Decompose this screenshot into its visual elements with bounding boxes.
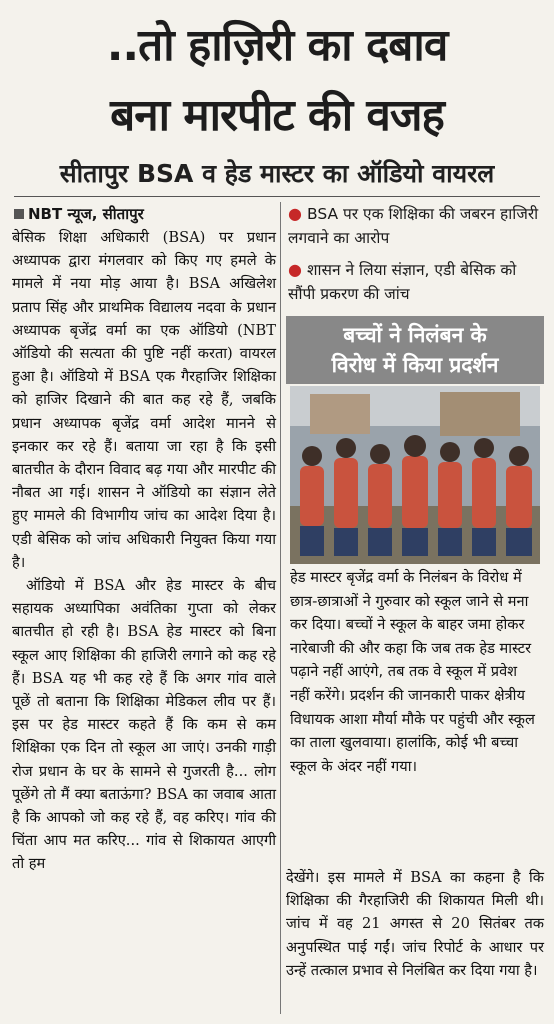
box-heading (286, 316, 544, 384)
highlight-text: शासन ने लिया संज्ञान, एडी बेसिक को सौंपी प्रकरण की जांच (288, 261, 517, 303)
divider (14, 196, 540, 197)
box-heading-line-2: विरोध में किया प्रदर्शन (331, 353, 499, 377)
highlight-2 (288, 258, 544, 306)
byline (14, 204, 144, 224)
bullet-icon: ● (288, 260, 302, 279)
paragraph-2: ऑडियो में BSA और हेड मास्टर के बीच सहायक अध्यापिका अवंतिका गुप्ता को लेकर बातचीत हो रही है। BSA हेड मास्टर को बिना स्कूल आए शिक्षिका की हाजिरी लगाने को कह रहे हैं। BSA यह भी कह रहे हैं कि अगर गांव वाले पूछें तो बताना कि शिक्षिका मेडिकल लीव पर हैं। इस पर हेड मास्टर कहते हैं कि कम से कम शिक्षिका एक दिन तो स्कूल आ जाएं। उनकी गाड़ी रोज प्रधान के घर के सामने से गुजरती है... लोग पूछेंगे तो मैं क्या बताऊंगा? BSA का जवाब आता है कि आपको जो कह रहे हैं, वह करिए। गांव की चिंता आप मत करिए... गांव से शिकायत आएगी तो हम (12, 577, 276, 873)
subheadline: सीतापुर BSA व हेड मास्टर का ऑडियो वायरल (59, 159, 495, 188)
square-marker-icon (14, 209, 24, 219)
protest-photo (290, 386, 540, 564)
headline-line-2: बना मारपीट की वजह (110, 90, 444, 141)
highlight-text: BSA पर एक शिक्षिका की जबरन हाजिरी लगवाने का आरोप (288, 205, 539, 247)
photo-caption: हेड मास्टर बृजेंद्र वर्मा के निलंबन के विरोध में छात्र-छात्राओं ने गुरुवार को स्कूल जाने से मना कर दिया। बच्चों ने स्कूल के बाहर जमा होकर नारेबाजी की और कहा कि जब तक हेड मास्टर पढ़ाने नहीं आएंगे, तब तक वे स्कूल में प्रवेश नहीं करेंगे। प्रदर्शन की जानकारी पाकर क्षेत्रीय विधायक आशा मौर्या मौके पर पहुंची और स्कूल का ताला खुलवाया। हालांकि, कोई भी बच्चा स्कूल के अंदर नहीं गया। (290, 569, 535, 775)
students-protest-image (290, 386, 540, 564)
byline-text: NBT न्यूज, सीतापुर (28, 205, 144, 223)
box-heading-line-1: बच्चों ने निलंबन के (343, 323, 487, 347)
article-body-right (286, 866, 544, 982)
bullet-icon: ● (288, 204, 302, 223)
paragraph-3: देखेंगे। इस मामले में BSA का कहना है कि शिक्षिका की गैरहाजिरी की शिकायत मिली थी। जांच में वह 21 अगस्त से 20 सितंबर तक अनुपस्थित पाई गईं। जांच रिपोर्ट के आधार पर उन्हें तत्काल प्रभाव से निलंबित कर दिया गया है। (286, 869, 544, 979)
highlight-1 (288, 202, 544, 250)
article-body-left (12, 226, 276, 876)
paragraph-1: बेसिक शिक्षा अधिकारी (BSA) पर प्रधान अध्यापक द्वारा मंगलवार को किए गए हमले के मामले में नया मोड़ आया है। BSA अखिलेश प्रताप सिंह और प्राथमिक विद्यालय नदवा के प्रधान अध्यापक बृजेंद्र वर्मा का एक ऑडियो (NBT ऑडियो की सत्यता की पुष्टि नहीं करता) वायरल हुआ है। ऑडियो में BSA एक गैरहाजिर शिक्षिका को हाजिर दिखाने की बात कह रहे हैं, जबकि प्रधान अध्यापक बृजेंद्र वर्मा आदेश मानने से इनकार कर रहे हैं। बताया जा रहा है कि इसी बातचीत के दौरान विवाद बढ़ गया और मारपीट की नौबत आ गई। शासन ने ऑडियो का संज्ञान लेते हुए मामले की विभागीय जांच का आदेश दिया है। एडी बेसिक को जांच अधिकारी नियुक्त किया गया है। (12, 229, 276, 571)
column-divider (280, 202, 281, 1014)
headline-line-1: ..तो हाज़िरी का दबाव (106, 20, 448, 71)
